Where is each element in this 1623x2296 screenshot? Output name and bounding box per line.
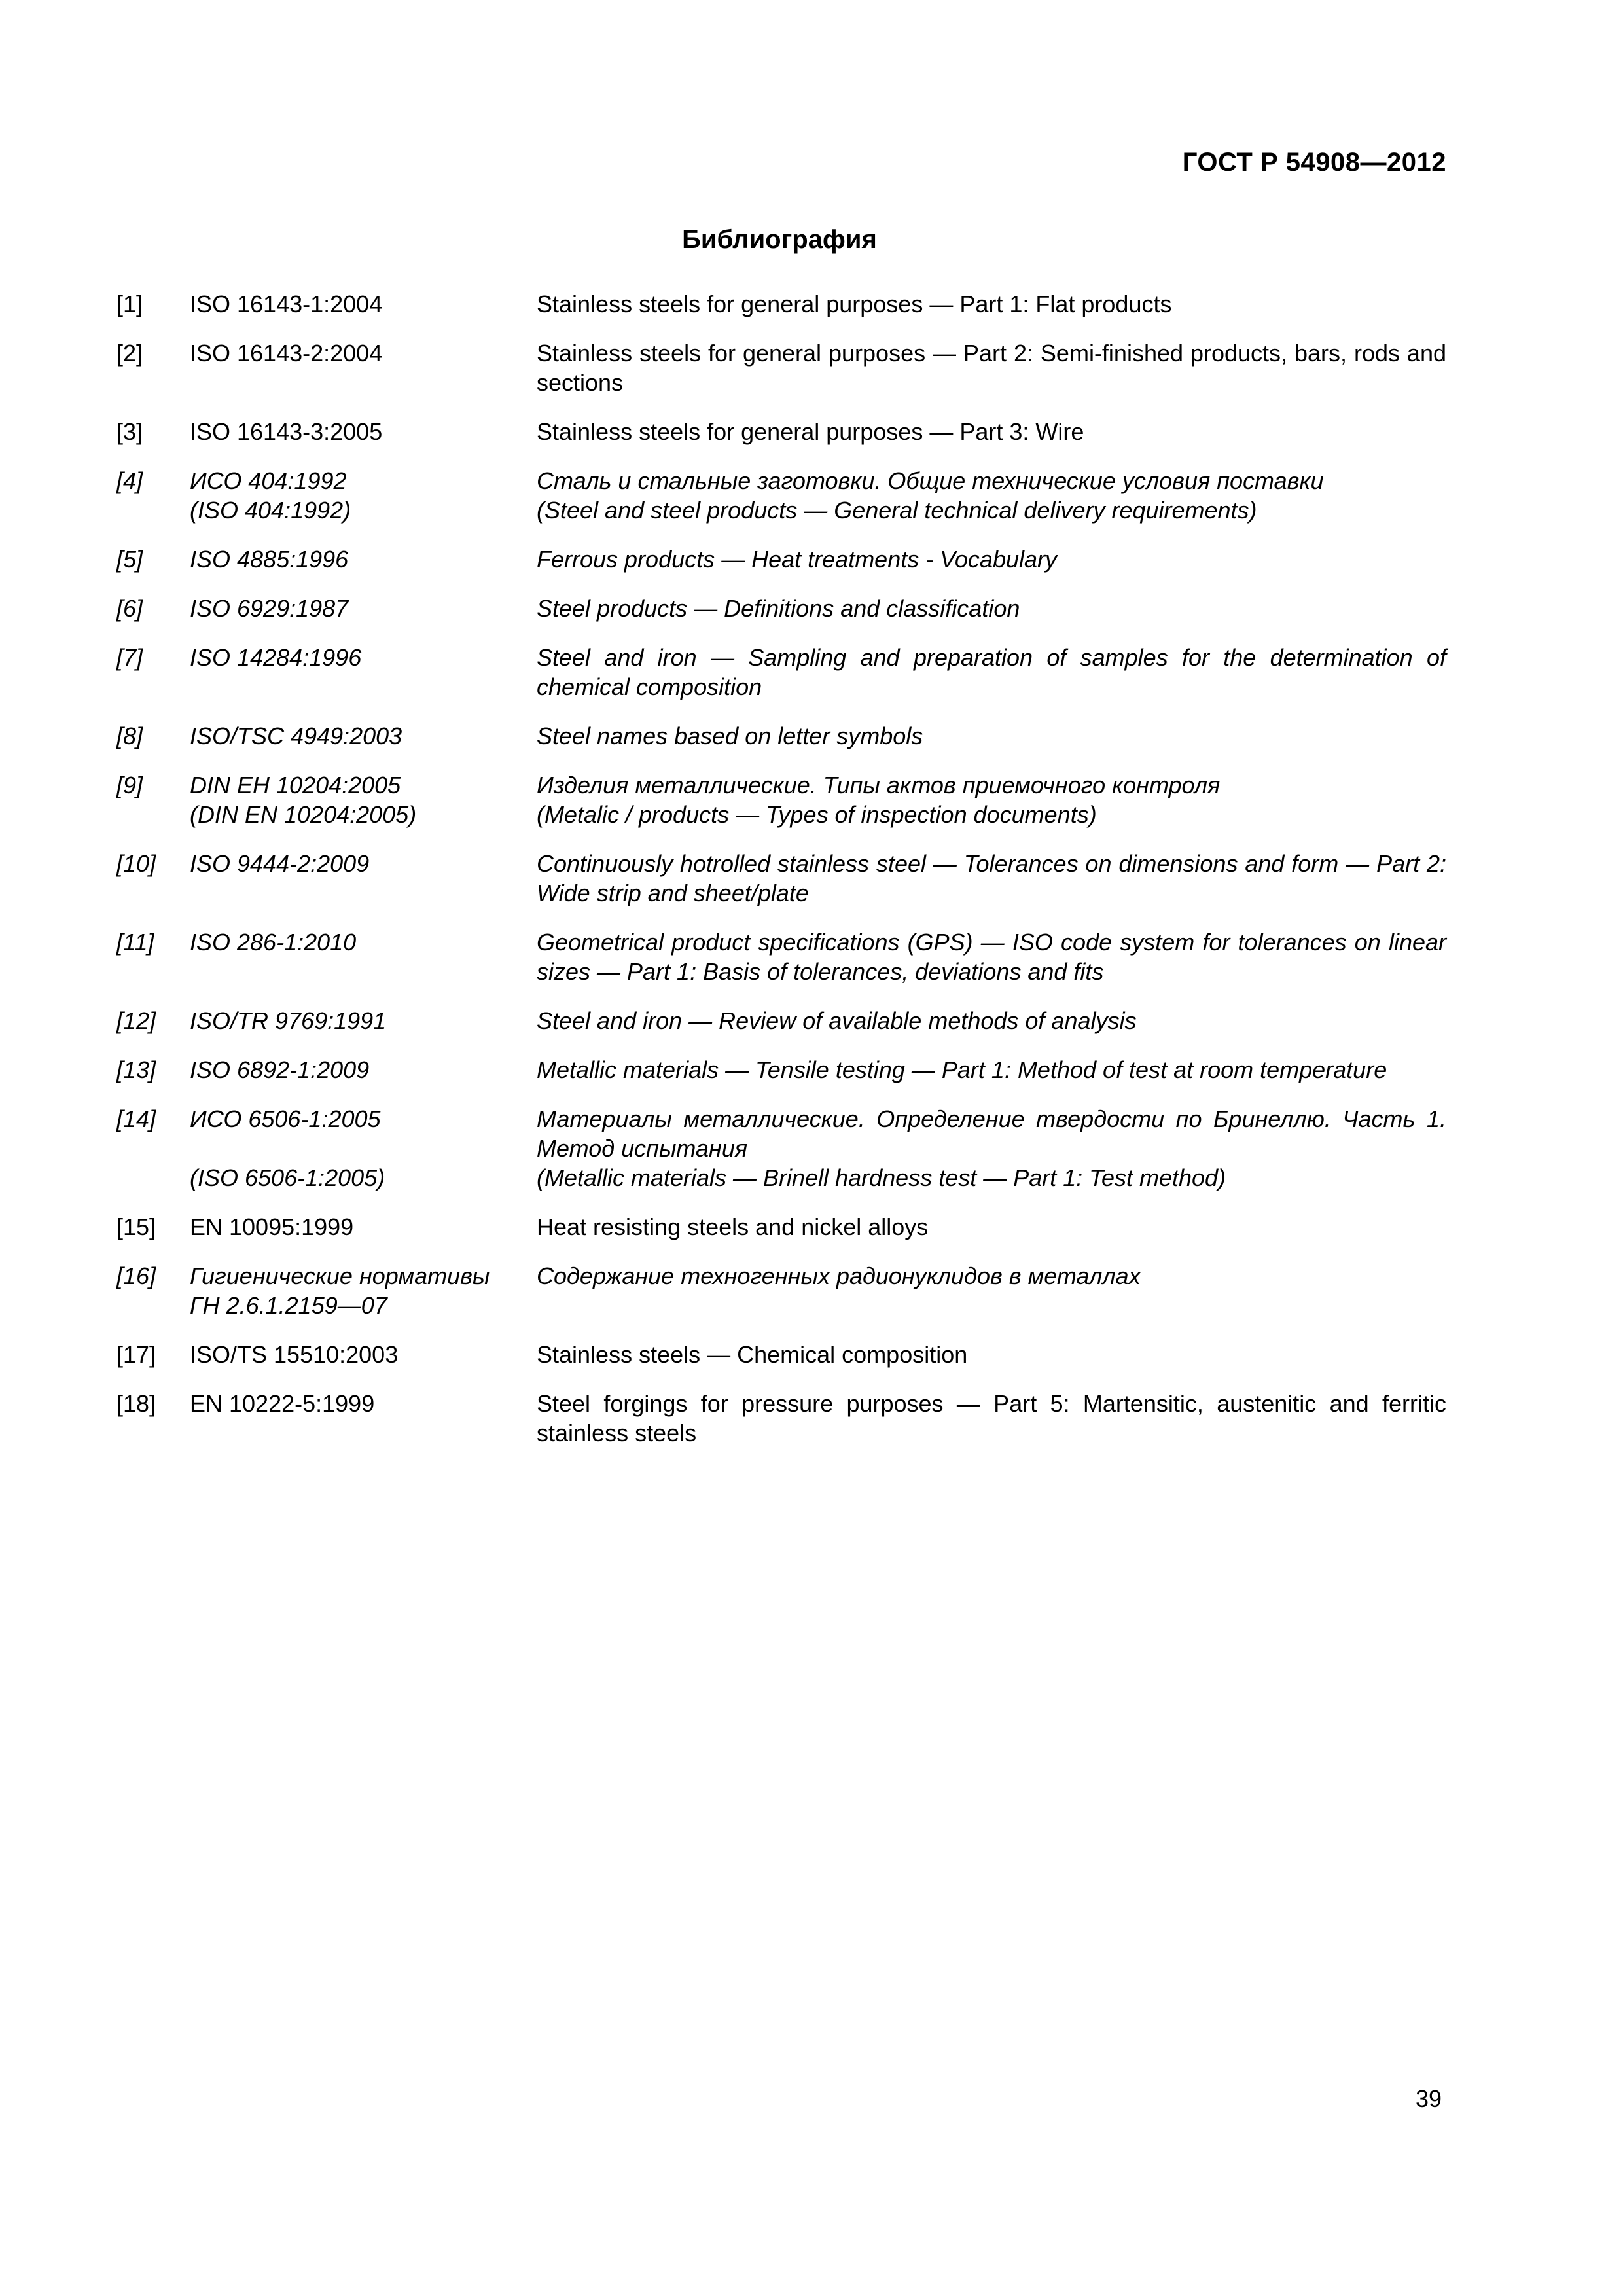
entry-standard-code (190, 289, 537, 319)
entry-title (537, 1006, 1446, 1035)
entry-standard-code (190, 1261, 537, 1320)
standard-code-line: ISO 9444-2:2009 (190, 850, 370, 877)
entry-title (537, 1261, 1446, 1320)
standard-code-line: ISO 16143-1:2004 (190, 291, 383, 317)
standard-code-line: ISO 4885:1996 (190, 546, 349, 573)
bibliography-entry (116, 417, 1446, 446)
entry-number: [10] (116, 850, 156, 877)
standard-code-line: ISO 14284:1996 (190, 644, 362, 671)
bibliography-entry (116, 594, 1446, 623)
bibliography-entry (116, 1006, 1446, 1035)
standard-code-line: EN 10095:1999 (190, 1213, 354, 1240)
bibliography-entry (116, 927, 1446, 986)
entry-title (537, 417, 1446, 446)
standard-code-line: (ISO 6506-1:2005) (190, 1164, 385, 1191)
title-line: (Metallic materials — Brinell hardness test — Part 1: Test method) (537, 1164, 1226, 1191)
standard-code-line: ISO/TSC 4949:2003 (190, 723, 402, 749)
bibliography-entry (116, 1261, 1446, 1320)
bibliography-entry (116, 770, 1446, 829)
entry-number: [17] (116, 1341, 156, 1368)
title-line: Continuously hotrolled stainless steel — Tolerances on dimensions and form — Part 2: Wide strip and sheet/plate (537, 850, 1446, 906)
entry-standard-code (190, 466, 537, 525)
bibliography-list (116, 289, 1446, 1467)
bibliography-entry (116, 721, 1446, 751)
entry-standard-code (190, 927, 537, 986)
standard-code-line: ISO/TR 9769:1991 (190, 1007, 387, 1034)
entry-number: [11] (116, 929, 154, 956)
entry-title (537, 1212, 1446, 1242)
standard-code-line: (DIN EN 10204:2005) (190, 801, 417, 828)
entry-standard-code (190, 1055, 537, 1085)
title-line: Steel names based on letter symbols (537, 723, 923, 749)
title-line: Сталь и стальные заготовки. Общие технические условия поставки (537, 467, 1324, 494)
bibliography-entry (116, 1212, 1446, 1242)
title-line: Steel and iron — Sampling and preparation of samples for the determination of chemical composition (537, 644, 1446, 700)
standard-code-line: ИСО 404:1992 (190, 467, 347, 494)
entry-standard-code (190, 1340, 537, 1369)
bibliography-entry (116, 1340, 1446, 1369)
standard-code-line: Гигиенические нормативы (190, 1263, 490, 1289)
bibliography-entry (116, 849, 1446, 908)
entry-number: [13] (116, 1056, 156, 1083)
entry-standard-code (190, 1212, 537, 1242)
standard-code-line: ISO 16143-2:2004 (190, 340, 383, 367)
title-line: (Metalic / products — Types of inspection documents) (537, 801, 1097, 828)
standard-code-line: ISO 16143-3:2005 (190, 418, 383, 445)
entry-standard-code (190, 338, 537, 397)
entry-number: [14] (116, 1105, 156, 1132)
standard-code-line: ГН 2.6.1.2159—07 (190, 1292, 387, 1319)
entry-title (537, 289, 1446, 319)
bibliography-entry (116, 466, 1446, 525)
entry-number: [16] (116, 1263, 156, 1289)
entry-title (537, 545, 1446, 574)
bibliography-entry (116, 1389, 1446, 1448)
entry-number: [5] (116, 546, 143, 573)
entry-standard-code (190, 1389, 537, 1448)
entry-title (537, 338, 1446, 397)
entry-standard-code (190, 770, 537, 829)
standard-code-line: ISO/TS 15510:2003 (190, 1341, 399, 1368)
title-line: Steel products — Definitions and classification (537, 595, 1020, 622)
bibliography-entry (116, 1104, 1446, 1193)
page-number: 39 (1415, 2085, 1442, 2112)
title-line: (Steel and steel products — General technical delivery requirements) (537, 497, 1257, 524)
entry-number: [12] (116, 1007, 156, 1034)
entry-standard-code (190, 594, 537, 623)
entry-title (537, 1340, 1446, 1369)
entry-standard-code (190, 1006, 537, 1035)
entry-number: [6] (116, 595, 143, 622)
entry-title (537, 1104, 1446, 1193)
title-line: Steel forgings for pressure purposes — Part 5: Martensitic, austenitic and ferritic stainless steels (537, 1390, 1446, 1446)
title-line: Steel and iron — Review of available methods of analysis (537, 1007, 1137, 1034)
standard-designation: ГОСТ Р 54908—2012 (1182, 148, 1446, 177)
title-line: Stainless steels for general purposes — Part 1: Flat products (537, 291, 1172, 317)
title-line: Stainless steels for general purposes — Part 3: Wire (537, 418, 1084, 445)
entry-standard-code (190, 849, 537, 908)
bibliography-entry (116, 338, 1446, 397)
title-line: Metallic materials — Tensile testing — Part 1: Method of test at room temperature (537, 1056, 1387, 1083)
title-line: Изделия металлические. Типы актов приемочного контроля (537, 772, 1221, 798)
title-line: Geometrical product specifications (GPS) — ISO code system for tolerances on linear sizes — Part 1: Basis of tolerances, deviations and fits (537, 929, 1446, 985)
entry-standard-code (190, 1104, 537, 1193)
standard-code-line: EN 10222-5:1999 (190, 1390, 375, 1417)
entry-number: [1] (116, 291, 143, 317)
bibliography-entry (116, 1055, 1446, 1085)
entry-number: [7] (116, 644, 143, 671)
entry-title (537, 849, 1446, 908)
title-line: Stainless steels — Chemical composition (537, 1341, 968, 1368)
entry-number: [3] (116, 418, 143, 445)
title-line: Heat resisting steels and nickel alloys (537, 1213, 929, 1240)
entry-standard-code (190, 417, 537, 446)
entry-number: [18] (116, 1390, 156, 1417)
entry-title (537, 721, 1446, 751)
entry-number: [2] (116, 340, 143, 367)
title-line: Stainless steels for general purposes — Part 2: Semi-finished products, bars, rods and sections (537, 340, 1446, 396)
standard-code-line: (ISO 404:1992) (190, 497, 351, 524)
title-line: Содержание техногенных радионуклидов в металлах (537, 1263, 1141, 1289)
entry-title (537, 927, 1446, 986)
bibliography-entry (116, 643, 1446, 702)
entry-number: [4] (116, 467, 143, 494)
entry-number: [15] (116, 1213, 156, 1240)
entry-number: [9] (116, 772, 143, 798)
standard-code-line: DIN EH 10204:2005 (190, 772, 401, 798)
entry-standard-code (190, 721, 537, 751)
entry-standard-code (190, 643, 537, 702)
entry-number: [8] (116, 723, 143, 749)
bibliography-entry (116, 545, 1446, 574)
title-line: Материалы металлические. Определение твердости по Бринеллю. Часть 1. Метод испытания (537, 1105, 1446, 1162)
standard-code-line: ИСО 6506-1:2005 (190, 1105, 381, 1132)
entry-standard-code (190, 545, 537, 574)
entry-title (537, 770, 1446, 829)
standard-code-line: ISO 286-1:2010 (190, 929, 357, 956)
entry-title (537, 643, 1446, 702)
entry-title (537, 466, 1446, 525)
standard-code-line: ISO 6929:1987 (190, 595, 349, 622)
title-line: Ferrous products — Heat treatments - Vocabulary (537, 546, 1057, 573)
standard-code-line: ISO 6892-1:2009 (190, 1056, 370, 1083)
page-title: Библиография (682, 225, 877, 254)
bibliography-entry (116, 289, 1446, 319)
entry-title (537, 1389, 1446, 1448)
entry-title (537, 1055, 1446, 1085)
entry-title (537, 594, 1446, 623)
